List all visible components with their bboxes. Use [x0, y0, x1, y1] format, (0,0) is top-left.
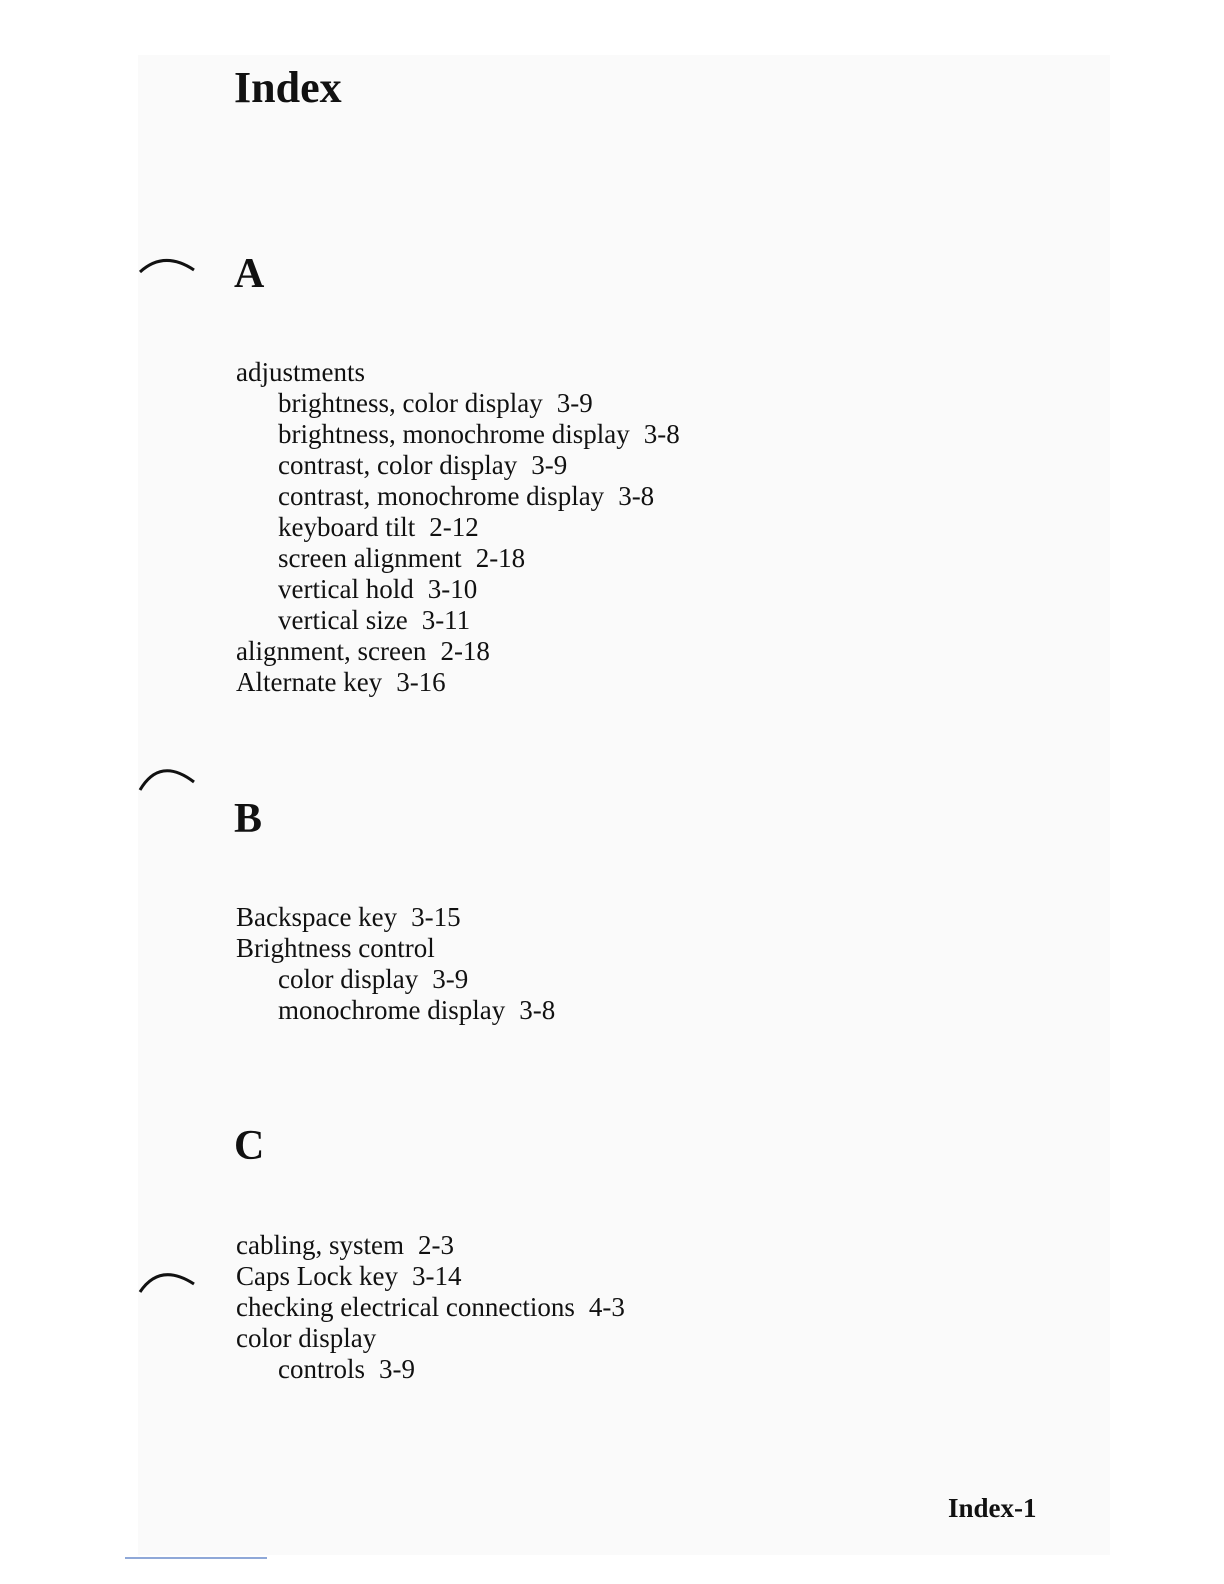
index-subentry: [236, 419, 680, 450]
index-entry: [236, 1323, 625, 1354]
entry-term: alignment, screen: [236, 636, 427, 666]
entry-term: Alternate key: [236, 667, 383, 697]
index-entry: [236, 933, 555, 964]
index-subentry: [236, 512, 680, 543]
section-letter-c: C: [234, 1123, 265, 1169]
index-list-b: [236, 902, 555, 1026]
index-entry: [236, 1292, 625, 1323]
page-number-footer: Index-1: [948, 1493, 1037, 1523]
entry-page-ref: 3-9: [379, 1354, 415, 1384]
entry-term: color display: [278, 964, 419, 994]
entry-term: Brightness control: [236, 933, 435, 963]
entry-page-ref: 3-8: [519, 995, 556, 1025]
binder-hole-icon: [138, 760, 196, 802]
index-subentry: [236, 450, 680, 481]
entry-page-ref: 3-9: [556, 388, 593, 418]
entry-term: contrast, monochrome display: [278, 481, 605, 511]
index-subentry: [236, 964, 555, 995]
entry-term: keyboard tilt: [278, 512, 416, 542]
index-subentry: [236, 481, 680, 512]
index-list-a: [236, 357, 680, 698]
entry-page-ref: 3-15: [411, 902, 461, 932]
entry-term: screen alignment: [278, 543, 462, 573]
index-entry: [236, 1261, 625, 1292]
entry-term: vertical size: [278, 605, 408, 635]
entry-page-ref: 3-8: [618, 481, 655, 511]
bottom-rule: [125, 1557, 267, 1559]
entry-term: monochrome display: [278, 995, 506, 1025]
entry-page-ref: 3-8: [643, 419, 680, 449]
entry-page-ref: 2-18: [440, 636, 490, 666]
entry-term: brightness, monochrome display: [278, 419, 630, 449]
entry-term: adjustments: [236, 357, 365, 387]
entry-term: controls: [278, 1354, 365, 1384]
entry-page-ref: 3-14: [411, 1261, 462, 1291]
entry-term: brightness, color display: [278, 388, 543, 418]
index-subentry: [236, 995, 555, 1026]
index-subentry: [236, 574, 680, 605]
index-entry: [236, 636, 680, 667]
index-subentry: [236, 605, 680, 636]
index-subentry: [236, 388, 680, 419]
index-subentry: [236, 1354, 625, 1385]
entry-term: checking electrical connections: [236, 1292, 575, 1322]
entry-page-ref: 3-16: [396, 667, 446, 697]
entry-page-ref: 4-3: [588, 1292, 625, 1322]
index-subentry: [236, 543, 680, 574]
entry-page-ref: 2-3: [417, 1230, 454, 1260]
binder-hole-icon: [138, 250, 196, 292]
index-entry: [236, 357, 680, 388]
entry-term: Backspace key: [236, 902, 398, 932]
binder-hole-icon: [138, 1262, 196, 1304]
entry-term: contrast, color display: [278, 450, 518, 480]
index-entry: [236, 902, 555, 933]
index-list-c: [236, 1230, 625, 1385]
section-letter-a: A: [234, 251, 265, 297]
index-entry: [236, 667, 680, 698]
entry-term: cabling, system: [236, 1230, 404, 1260]
entry-page-ref: 3-10: [427, 574, 478, 604]
entry-term: vertical hold: [278, 574, 414, 604]
entry-page-ref: 3-9: [531, 450, 568, 480]
entry-page-ref: 2-18: [475, 543, 526, 573]
entry-term: color display: [236, 1323, 377, 1353]
entry-page-ref: 2-12: [429, 512, 479, 542]
page-title: Index: [234, 63, 342, 112]
entry-term: Caps Lock key: [236, 1261, 398, 1291]
section-letter-b: B: [234, 796, 263, 842]
index-entry: [236, 1230, 625, 1261]
entry-page-ref: 3-9: [432, 964, 469, 994]
entry-page-ref: 3-11: [421, 605, 471, 635]
